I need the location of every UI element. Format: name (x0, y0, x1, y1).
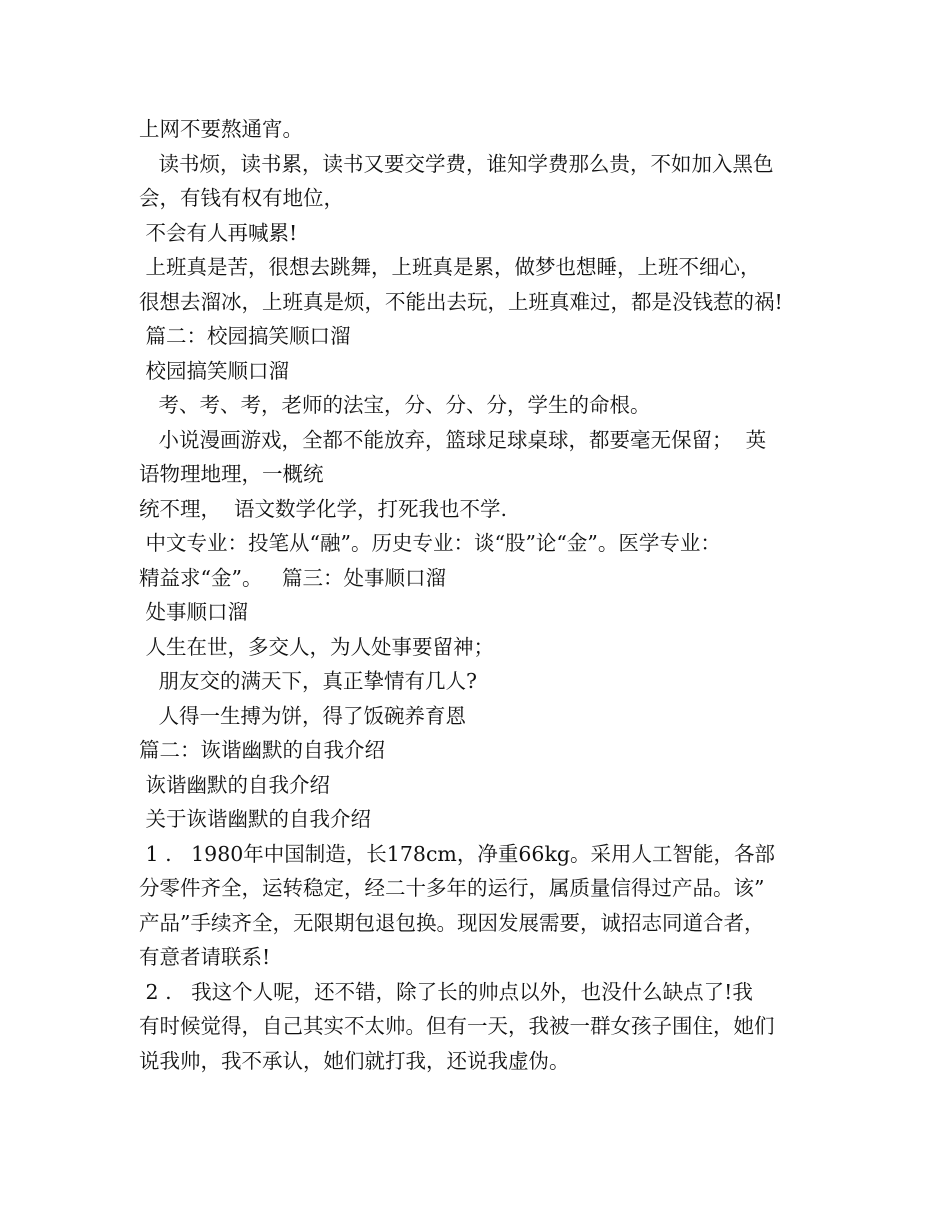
text-line: 语物理地理，一概统 (139, 462, 324, 486)
text-line: 统不理， 语文数学化学，打死我也不学. (139, 496, 508, 521)
subheading: 关于诙谐幽默的自我介绍 (139, 807, 372, 831)
list-item-line: 1 . 1980年中国制造，长178cm，净重66kg。采用人工智能，各部 (139, 841, 775, 866)
text-line: 人生在世，多交人，为人处事要留神； (139, 634, 495, 659)
text-line: 中文专业：投笔从“融”。历史专业：谈“股”论“金”。医学专业： (139, 531, 721, 555)
text-line: 考、考、考，老师的法宝，分、分、分，学生的命根。 (139, 393, 651, 417)
subheading: 处事顺口溜 (139, 600, 249, 624)
text-line: 精益求“金”。 篇三：处事顺口溜 (139, 565, 447, 590)
text-line: 产品”手续齐全，无限期包退包换。现因发展需要，诚招志同道合者， (139, 910, 765, 935)
text-line: 上网不要熬通宵。 (139, 117, 303, 141)
text-line: 会，有钱有权有地位， (139, 186, 344, 210)
subheading: 诙谐幽默的自我介绍 (139, 772, 331, 797)
text-line: 不会有人再喊累! (139, 220, 298, 245)
text-line: 朋友交的满天下，真正挚情有几人? (139, 669, 478, 693)
text-line: 很想去溜冰，上班真是烦，不能出去玩，上班真难过，都是没钱惹的祸! (139, 289, 783, 314)
document-body (139, 112, 839, 1078)
section-heading: 篇二：校园搞笑顺口溜 (139, 324, 351, 348)
text-line: 人得一生搏为饼，得了饭碗养育恩 (139, 703, 467, 728)
subheading: 校园搞笑顺口溜 (139, 358, 290, 383)
text-line: 小说漫画游戏，全都不能放弃，篮球足球桌球，都要毫无保留； 英 (139, 427, 767, 452)
text-line: 上班真是苦，很想去跳舞，上班真是累，做梦也想睡，上班不细心， (139, 255, 761, 279)
text-line: 有时候觉得，自己其实不太帅。但有一天，我被一群女孩子围住，她们 (139, 1014, 775, 1038)
text-line: 分零件齐全，运转稳定，经二十多年的运行，属质量信得过产品。该” (139, 876, 765, 900)
text-line: 说我帅，我不承认，她们就打我，还说我虚伪。 (139, 1048, 570, 1073)
text-line: 有意者请联系! (139, 945, 271, 969)
section-heading: 篇二：诙谐幽默的自我介绍 (139, 738, 385, 762)
list-item-line: 2 . 我这个人呢，还不错，除了长的帅点以外，也没什么缺点了!我 (139, 979, 753, 1004)
text-line: 读书烦，读书累，读书又要交学费，谁知学费那么贵，不如加入黑色 (139, 151, 774, 176)
